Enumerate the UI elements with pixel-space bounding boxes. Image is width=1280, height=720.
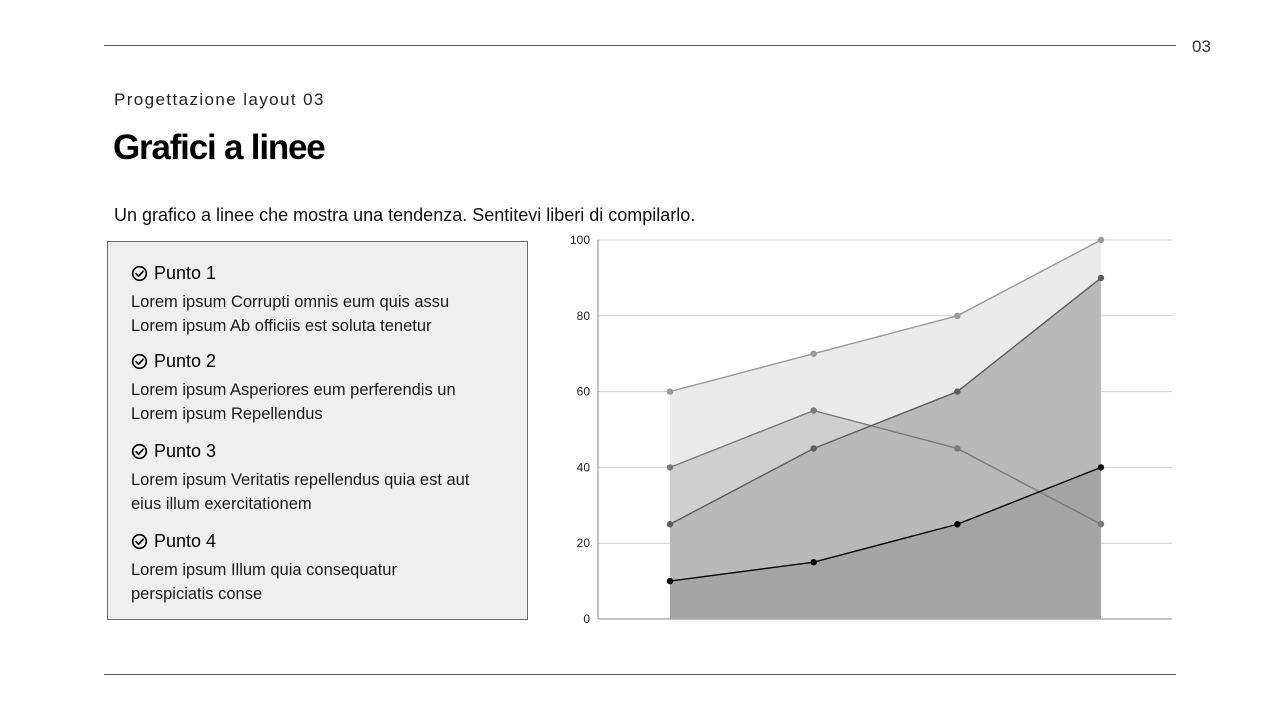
point-text-line: eius illum exercitationem [131,495,312,513]
series-3-point [954,388,960,394]
series-3-point [1098,275,1104,281]
series-1-point [810,351,816,357]
point-title: Punto 1 [154,262,217,283]
y-tick-label: 0 [583,612,590,626]
series-3-point [667,521,673,527]
y-tick-label: 40 [576,460,590,475]
page-number: 03 [1192,37,1211,56]
y-tick-label: 100 [569,233,590,247]
point-title: Punto 4 [154,530,217,551]
y-tick-label: 20 [576,536,590,551]
series-3-point [810,445,816,451]
slide-title: Grafici a linee [113,128,325,167]
slide-subtitle: Progettazione layout 03 [114,90,325,109]
point-text-line: Lorem ipsum Repellendus [131,405,323,423]
series-2-point [667,464,673,470]
bottom-rule [104,674,1176,675]
series-1-point [667,388,673,394]
series-4-point [667,578,673,584]
point-title: Punto 3 [154,440,217,461]
point-text-line: Lorem ipsum Ab officiis est soluta tenetur [131,317,432,335]
point-text-line: Lorem ipsum Veritatis repellendus quia est aut [131,471,470,489]
series-2-point [810,407,816,413]
point-title: Punto 2 [154,350,217,371]
series-4-point [954,521,960,527]
point-text-line: Lorem ipsum Asperiores eum perferendis un [131,381,456,399]
series-4-point [810,559,816,565]
y-tick-label: 60 [576,384,590,399]
slide-description: Un grafico a linee che mostra una tendenza. Sentitevi liberi di compilarlo. [114,205,696,225]
point-text-line: Lorem ipsum Illum quia consequatur [131,561,397,579]
series-1-point [954,313,960,319]
y-tick-label: 80 [576,308,590,323]
series-2-point [954,445,960,451]
point-text-line: Lorem ipsum Corrupti omnis eum quis assu [131,293,450,311]
series-4-point [1098,464,1104,470]
series-2-point [1098,521,1104,527]
point-text-line: perspiciatis conse [131,585,263,603]
series-1-point [1098,237,1104,243]
